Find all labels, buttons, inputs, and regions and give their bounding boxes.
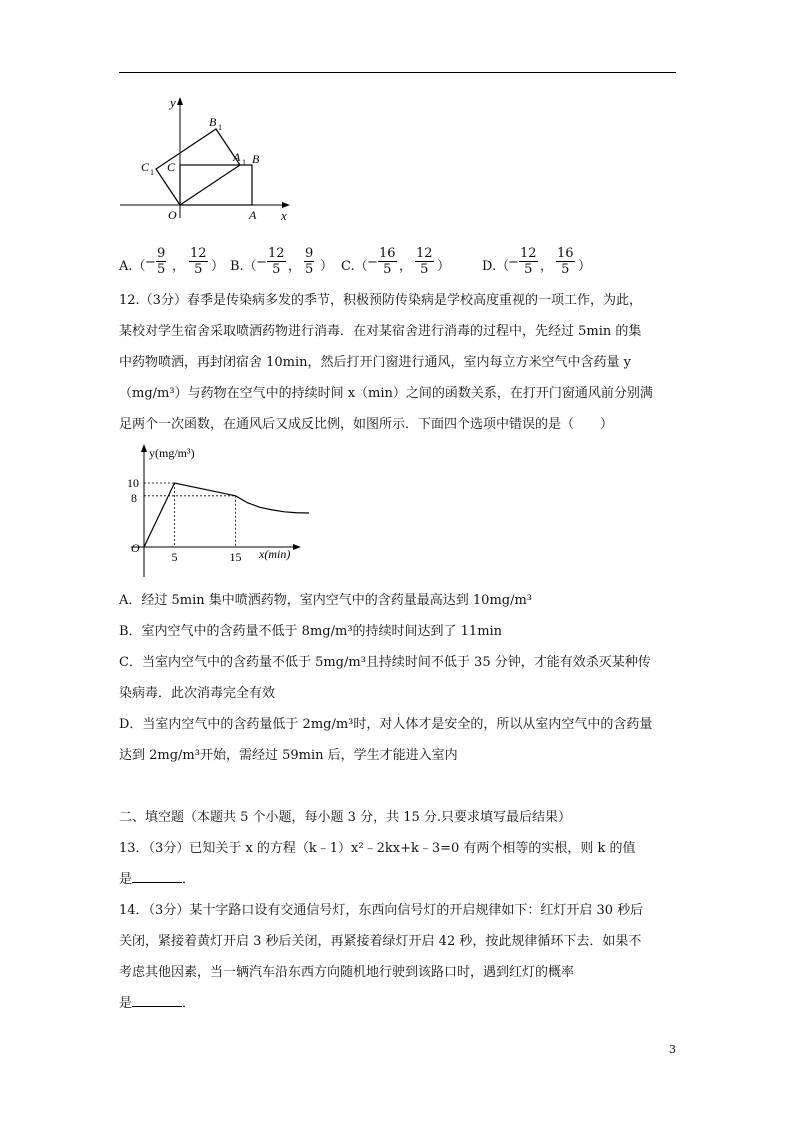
q12-line-3: 中药物喷洒，再封闭宿舍 10min，然后打开门窗进行通风，室内每立方米空气中含药量 y: [119, 355, 632, 370]
label-c1-sub: 1: [150, 168, 154, 177]
label-x: x: [281, 208, 287, 222]
label-a: A: [249, 208, 257, 222]
label-a1-sub: 1: [242, 158, 246, 167]
fraction: $\frac{16}{5}$: [557, 246, 574, 277]
header-rule: [119, 72, 676, 73]
geometry-figure: [118, 92, 296, 222]
q12-line-5: 足两个一次函数，在通风后又成反比例，如图所示．下面四个选项中错误的是（ ）: [119, 417, 614, 432]
fraction: $\frac{16}{5}$: [379, 246, 396, 277]
q12-line-1: 12.（3分）春季是传染病多发的季节，积极预防传染病是学校高度重视的一项工作，为此，: [119, 293, 642, 308]
y-tick-label: 8: [131, 490, 137, 505]
q14-line-4: 是 ．: [119, 996, 196, 1011]
x-tick-label: 15: [229, 550, 242, 564]
q12-option-c-1: C．当室内空气中的含药量不低于 5mg/m³且持续时间不低于 35 分钟，才能有效杀灭某种传: [119, 655, 651, 670]
fraction: $\frac{12}{5}$: [190, 246, 207, 277]
y-tick-label: 10: [127, 476, 139, 490]
fraction: $\frac{12}{5}$: [520, 246, 537, 277]
q12-option-d-1: D．当室内空气中的含药量低于 2mg/m³时，对人体才是安全的，所以从室内空气中的含药量: [119, 717, 653, 732]
q14-line-1: 14．（3分）某十字路口设有交通信号灯，东西向信号灯的开启规律如下：红灯开启 30 秒后: [119, 903, 644, 918]
q13-line-1: 13．（3分）已知关于 x 的方程（k﹣1）x²﹣2kx+k﹣3=0 有两个相等的实根，则 k 的值: [119, 841, 636, 856]
q12-option-d-2: 达到 2mg/m³开始，需经过 59min 后，学生才能进入室内: [119, 748, 458, 763]
label-b1: B: [209, 115, 217, 129]
chart-y-arrow-icon: [141, 444, 147, 452]
label-y: y: [170, 95, 176, 110]
q12-line-4: （mg/m³）与药物在空气中的持续时间 x（min）之间的函数关系，在打开门窗通风前分别满: [119, 386, 653, 401]
x-tick-label: 5: [171, 550, 178, 564]
fraction: $\frac{9}{5}$: [305, 246, 314, 277]
q12-line-2: 某校对学生宿舍采取喷洒药物进行消毒．在对某宿舍进行消毒的过程中，先经过 5min 的集: [119, 324, 642, 339]
chart-x-arrow-icon: [293, 544, 301, 550]
q14-line-2: 关闭，紧接着黄灯开启 3 秒后关闭，再紧接着绿灯开启 42 秒，按此规律循环下去．如果不: [119, 934, 642, 949]
q13-line-2: 是 ．: [119, 872, 196, 887]
series-line-linear: [144, 483, 236, 547]
page-number: 3: [669, 1043, 676, 1056]
label-o: O: [168, 208, 177, 222]
q12-option-b: B．室内空气中的含药量不低于 8mg/m³的持续时间达到了 11min: [119, 624, 503, 639]
q14-line-3: 考虑其他因素，当一辆汽车沿东西方向随机地行驶到该路口时，遇到红灯的概率: [119, 965, 575, 980]
chart-y-label: y(mg/m³): [149, 446, 195, 460]
series-curve-inverse: [236, 496, 310, 513]
rectangle-oabc: [180, 165, 252, 205]
q12-option-a: A．经过 5min 集中喷洒药物，室内空气中的含药量最高达到 10mg/m³: [119, 593, 533, 608]
chart-origin-label: O: [131, 541, 140, 555]
label-a1: A: [233, 150, 241, 164]
label-c1: C: [141, 160, 150, 174]
q12-option-c-2: 染病毒．此次消毒完全有效: [119, 686, 276, 701]
dosage-chart: [119, 440, 309, 580]
fraction: $\frac{12}{5}$: [416, 246, 433, 277]
fraction: $\frac{9}{5}$: [157, 246, 166, 277]
answer-blank[interactable]: [132, 870, 182, 883]
answer-blank[interactable]: [132, 994, 182, 1007]
fraction: $\frac{12}{5}$: [268, 246, 285, 277]
y-axis-arrow-icon: [177, 97, 183, 105]
label-c: C: [167, 160, 176, 174]
label-b: B: [252, 152, 260, 166]
section2-heading: 二、填空题（本题共 5 个小题，每小题 3 分，共 15 分.只要求填写最后结果）: [119, 810, 572, 825]
chart-x-label: x(min): [259, 547, 291, 561]
label-b1-sub: 1: [218, 123, 222, 132]
